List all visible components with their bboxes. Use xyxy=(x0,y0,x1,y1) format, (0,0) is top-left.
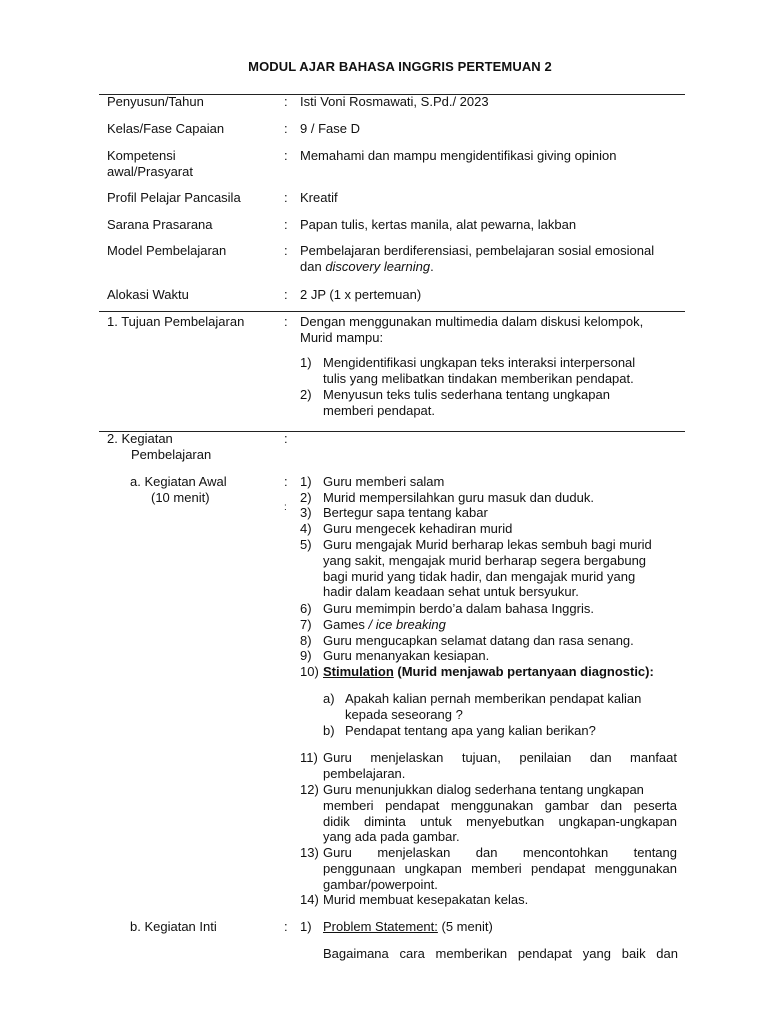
list-number: 1) xyxy=(300,355,312,370)
list-number: 1) xyxy=(300,474,312,489)
awal-item-11 xyxy=(300,750,677,782)
label-kegiatan-awal-2: (10 menit) xyxy=(151,490,210,505)
list-text: Murid membuat kesepakatan kelas. xyxy=(323,892,529,907)
colon: : xyxy=(284,502,287,513)
list-text-underline: Problem Statement: xyxy=(323,919,438,934)
list-text-italic: / ice breaking xyxy=(368,617,446,632)
tujuan-item-1 xyxy=(300,355,677,387)
value-kelas: 9 / Fase D xyxy=(300,121,360,136)
list-text-underline: Stimulation xyxy=(323,664,394,679)
list-text: Guru memberi salam xyxy=(323,474,445,489)
list-text: tulis yang melibatkan tindakan memberikan pendapat. xyxy=(323,370,634,386)
list-text: didik diminta untuk menyebutkan ungkapan-ungkapan xyxy=(323,813,677,829)
list-text: Guru menunjukkan dialog sederhana tentang ungkapan xyxy=(323,782,644,797)
tujuan-intro-1: Dengan menggunakan multimedia dalam diskusi kelompok, xyxy=(300,314,644,329)
awal-item-12 xyxy=(300,782,677,846)
label-model: Model Pembelajaran xyxy=(107,243,227,258)
list-number: 7) xyxy=(300,617,312,632)
colon: : xyxy=(284,190,288,205)
label-alokasi: Alokasi Waktu xyxy=(107,287,189,302)
label-kelas: Kelas/Fase Capaian xyxy=(107,121,225,136)
list-text: kepada seseorang ? xyxy=(345,706,463,722)
colon: : xyxy=(284,217,288,232)
list-text: Bertegur sapa tentang kabar xyxy=(323,505,488,520)
label-penyusun: Penyusun/Tahun xyxy=(107,94,204,109)
list-text: memberi pendapat. xyxy=(323,402,436,418)
list-number: 12) xyxy=(300,782,319,797)
colon: : xyxy=(284,148,288,163)
label-kegiatan-inti: b. Kegiatan Inti xyxy=(130,919,217,934)
value-model-1: Pembelajaran berdiferensiasi, pembelajaran sosial emosional xyxy=(300,243,655,258)
list-text: Guru menanyakan kesiapan. xyxy=(323,648,490,663)
list-number: 5) xyxy=(300,537,312,552)
value-model-2b: discovery learning xyxy=(325,259,431,274)
colon: : xyxy=(284,919,288,934)
label-tujuan: 1. Tujuan Pembelajaran xyxy=(107,314,245,329)
list-number: 2) xyxy=(300,490,312,505)
list-text: penggunaan ungkapan memberi pendapat menggunakan xyxy=(323,860,677,876)
value-penyusun: Isti Voni Rosmawati, S.Pd./ 2023 xyxy=(300,94,489,109)
label-profil: Profil Pelajar Pancasila xyxy=(107,190,241,205)
list-text: Menyusun teks tulis sederhana tentang ungkapan xyxy=(323,387,610,402)
value-kompetensi: Memahami dan mampu mengidentifikasi giving opinion xyxy=(300,148,617,163)
colon: : xyxy=(284,243,288,258)
colon: : xyxy=(284,287,288,302)
list-text: Mengidentifikasi ungkapan teks interaksi interpersonal xyxy=(323,355,636,370)
list-number: 8) xyxy=(300,633,312,648)
colon: : xyxy=(284,474,288,489)
question-a xyxy=(323,691,677,723)
label-kompetensi-2: awal/Prasyarat xyxy=(107,164,193,179)
value-profil: Kreatif xyxy=(300,190,338,205)
list-number: 11) xyxy=(300,750,318,765)
document-title: MODUL AJAR BAHASA INGGRIS PERTEMUAN 2 xyxy=(248,59,552,74)
awal-item-13 xyxy=(300,845,677,893)
awal-item-5 xyxy=(300,537,677,601)
list-text: pembelajaran. xyxy=(323,765,406,781)
list-number: 3) xyxy=(300,505,312,520)
list-number: 9) xyxy=(300,648,312,663)
divider-tujuan xyxy=(99,311,685,312)
list-text: memberi pendapat menggunakan gambar dan peserta xyxy=(323,797,677,813)
list-text: yang ada pada gambar. xyxy=(323,829,460,845)
label-kompetensi-1: Kompetensi xyxy=(107,148,176,163)
colon: : xyxy=(284,314,288,329)
inti-paragraph: Bagaimana cara memberikan pendapat yang baik dan xyxy=(323,946,678,961)
list-number: b) xyxy=(323,723,335,738)
label-kegiatan-awal-1: a. Kegiatan Awal xyxy=(130,474,227,489)
colon: : xyxy=(284,94,288,109)
list-text: Apakah kalian pernah memberikan pendapat kalian xyxy=(345,691,642,706)
colon: : xyxy=(284,121,288,136)
tujuan-item-2 xyxy=(300,387,677,419)
list-number: a) xyxy=(323,691,335,706)
list-number: 6) xyxy=(300,601,312,616)
list-text: Games xyxy=(323,617,369,632)
value-sarana: Papan tulis, kertas manila, alat pewarna, lakban xyxy=(300,217,577,232)
value-alokasi: 2 JP (1 x pertemuan) xyxy=(300,287,422,302)
list-text: (Murid menjawab pertanyaan diagnostic): xyxy=(393,664,654,679)
value-model-2a: dan xyxy=(300,259,326,274)
list-number: 10) xyxy=(300,664,319,679)
list-number: 4) xyxy=(300,521,312,536)
label-kegiatan-2: Pembelajaran xyxy=(131,447,212,462)
colon: : xyxy=(284,431,288,446)
list-text: Guru mengecek kehadiran murid xyxy=(323,521,513,536)
label-sarana: Sarana Prasarana xyxy=(107,217,213,232)
list-text: hadir dalam keadaan sehat untuk bersyukur. xyxy=(323,584,579,600)
list-number: 2) xyxy=(300,387,312,402)
list-text: Guru mengucapkan selamat datang dan rasa senang. xyxy=(323,633,634,648)
tujuan-intro-2: Murid mampu: xyxy=(300,330,384,345)
list-text: Guru menjelaskan dan mencontohkan tentang xyxy=(323,845,677,860)
list-text: Guru memimpin berdo’a dalam bahasa Inggris. xyxy=(323,601,594,616)
list-text: bagi murid yang tidak hadir, dan mengajak murid yang xyxy=(323,568,636,584)
list-text: Murid mempersilahkan guru masuk dan duduk. xyxy=(323,490,594,505)
list-number: 1) xyxy=(300,919,312,934)
list-text: Pendapat tentang apa yang kalian berikan? xyxy=(345,723,596,738)
list-text: Guru mengajak Murid berharap lekas sembuh bagi murid xyxy=(323,537,652,552)
label-kegiatan-1: 2. Kegiatan xyxy=(107,431,173,446)
list-text: yang sakit, mengajak murid berharap segera bergabung xyxy=(323,552,647,568)
list-text: (5 menit) xyxy=(437,919,493,934)
list-text: gambar/powerpoint. xyxy=(323,876,438,892)
list-number: 14) xyxy=(300,892,319,907)
value-model-2 xyxy=(300,259,678,275)
list-number: 13) xyxy=(300,845,319,860)
value-model-2c: . xyxy=(430,259,434,274)
list-text: Guru menjelaskan tujuan, penilaian dan manfaat xyxy=(323,750,677,765)
